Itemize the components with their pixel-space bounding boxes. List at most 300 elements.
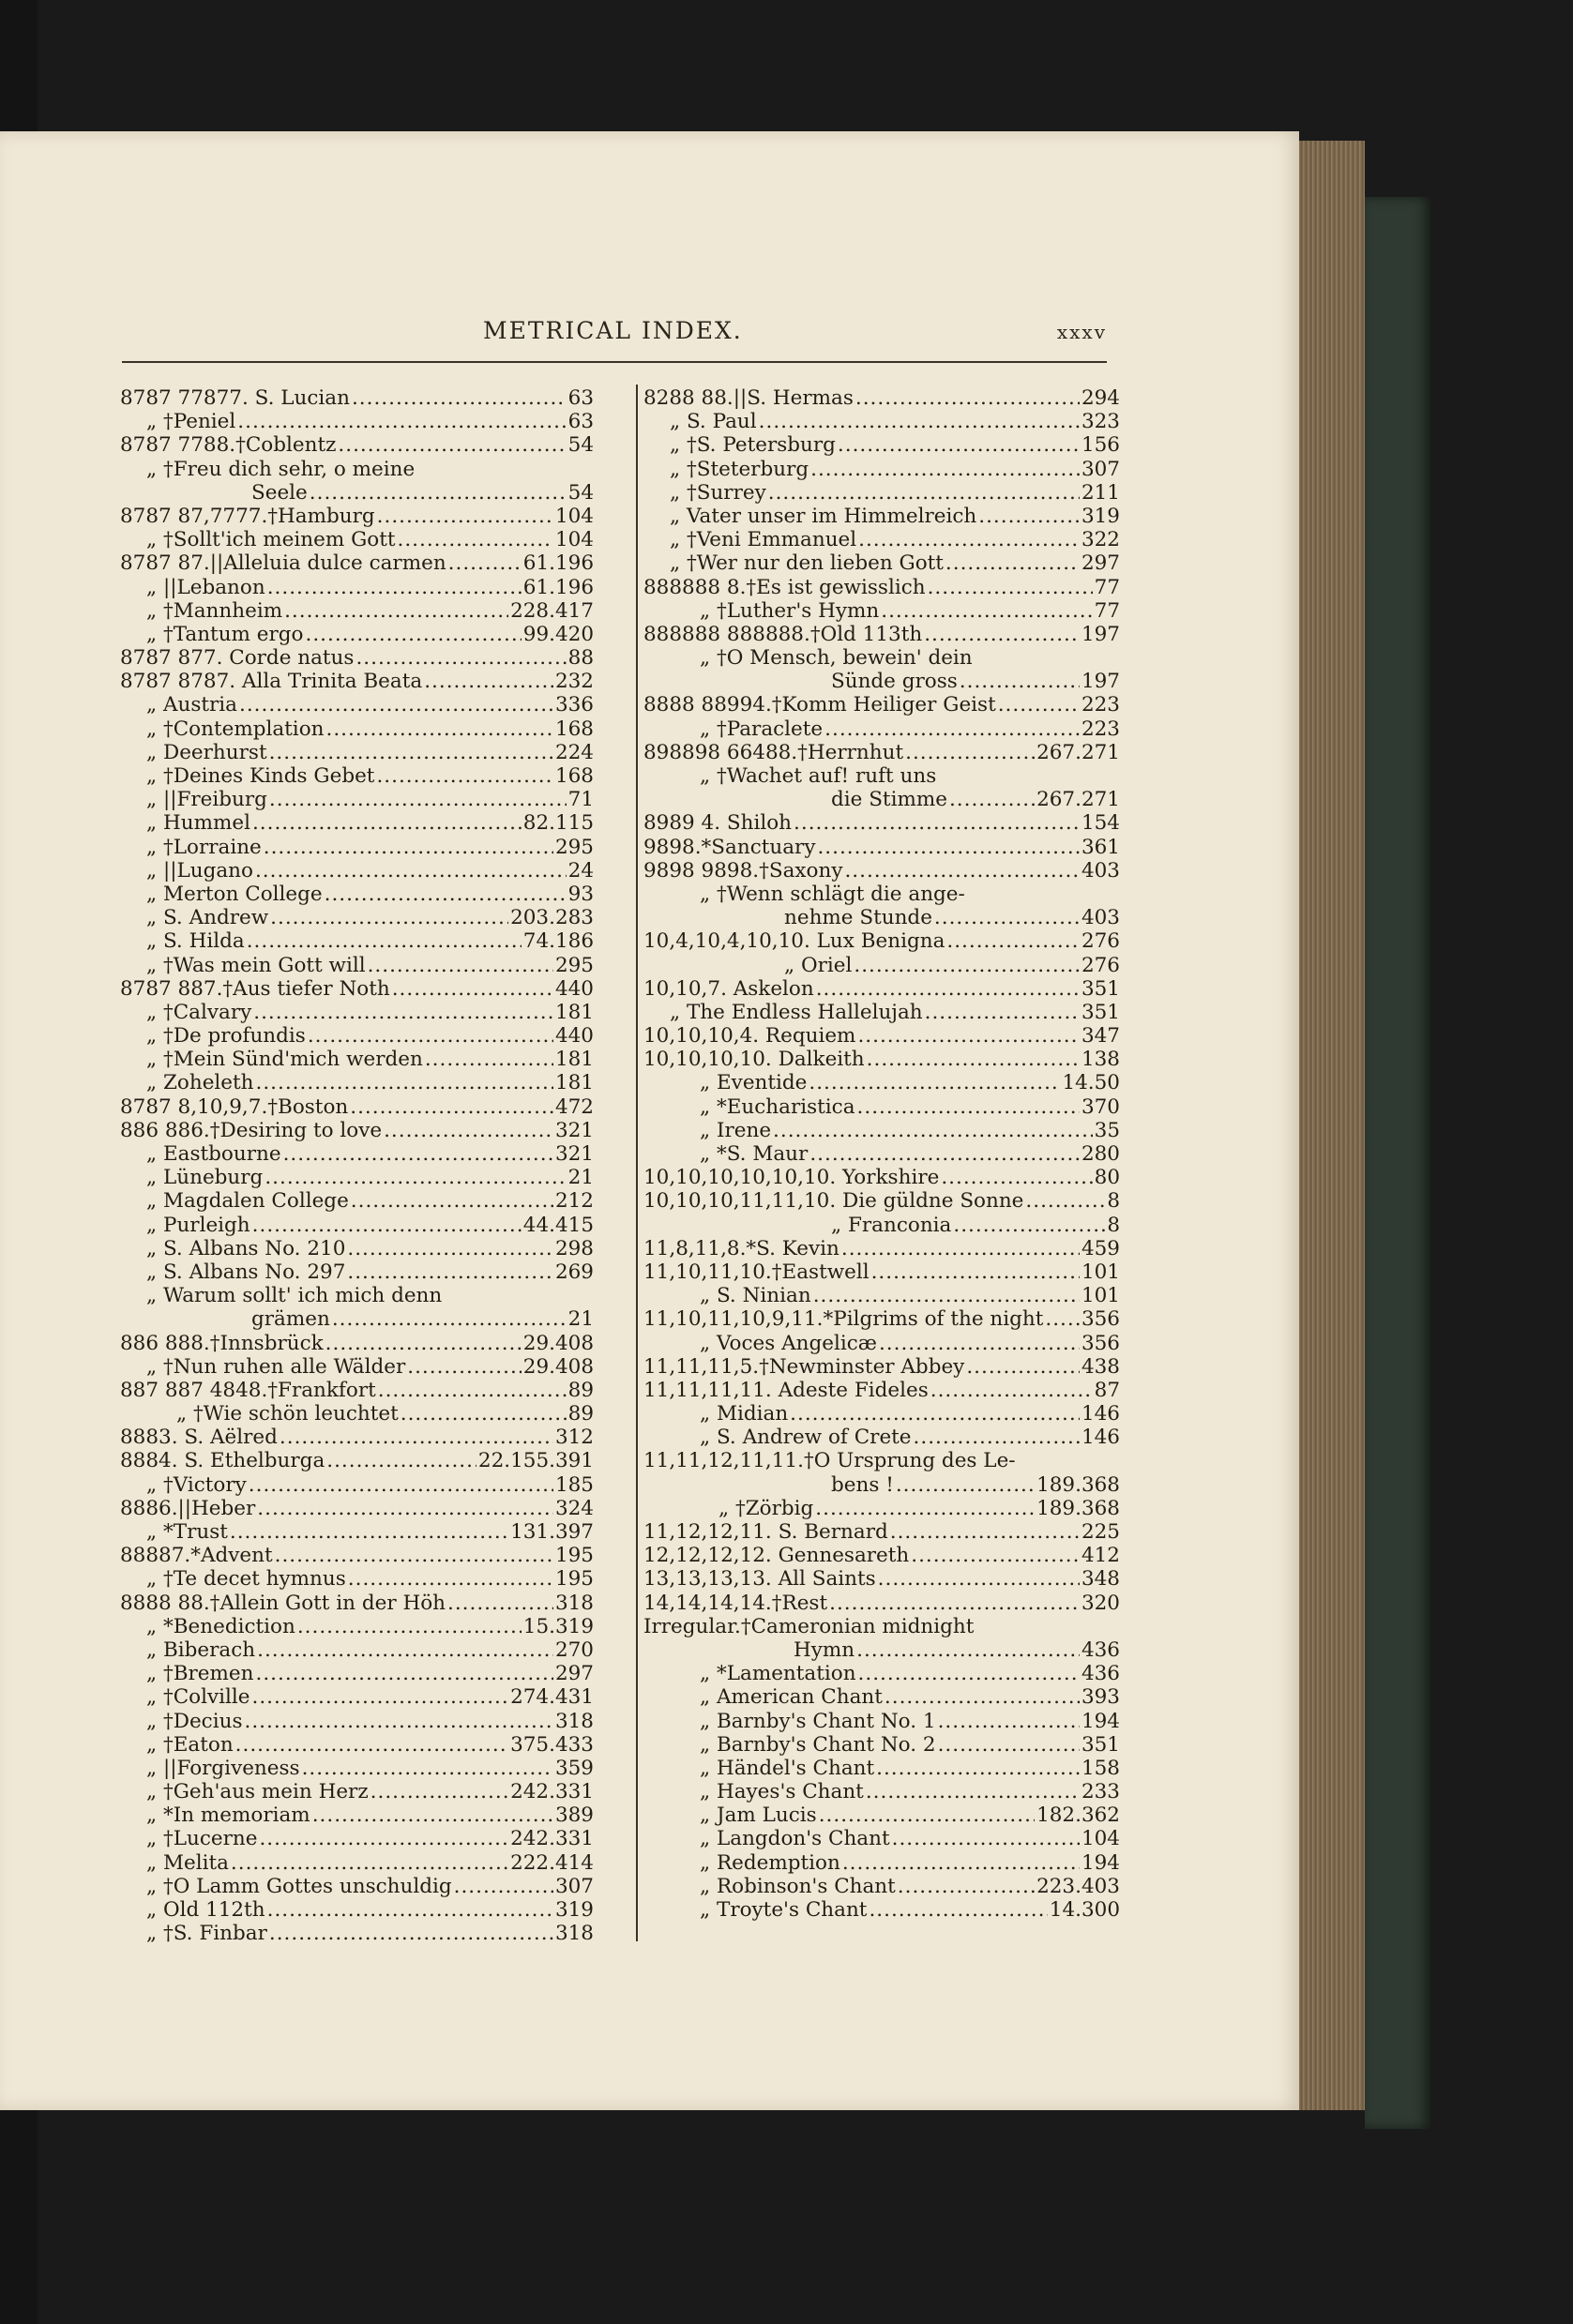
- entry-text: „ Eventide: [700, 1071, 808, 1095]
- index-entry: [120, 1592, 594, 1615]
- leader-dots: [325, 883, 567, 906]
- entry-text: „ Melita: [146, 1850, 229, 1875]
- entry-text: 11,11,12,11,11.†O Ursprung des Le-: [643, 1449, 1016, 1473]
- entry-page-ref: 74.186: [522, 929, 594, 954]
- entry-page-ref: 436: [1081, 1637, 1120, 1662]
- leader-dots: [378, 1379, 567, 1402]
- entry-page-ref: 232: [554, 670, 594, 694]
- entry-text: „ Robinson's Chant: [700, 1874, 896, 1898]
- leader-dots: [252, 1685, 509, 1709]
- entry-text: „ †Sollt'ich meinem Gott: [146, 528, 396, 552]
- index-entry: [120, 1024, 594, 1048]
- entry-page-ref: 242.331: [510, 1780, 594, 1804]
- entry-page-ref: 403: [1081, 858, 1120, 883]
- leader-dots: [854, 954, 1080, 977]
- entry-page-ref: 99.420: [522, 622, 594, 646]
- entry-page-ref: 212: [554, 1189, 594, 1214]
- entry-page-ref: 146: [1081, 1402, 1120, 1426]
- entry-text: 14,14,14,14.†Rest: [643, 1591, 828, 1615]
- index-entry: [643, 1592, 1120, 1615]
- entry-page-ref: 29.408: [522, 1331, 594, 1355]
- page-edges: [1299, 141, 1365, 2110]
- index-entry: [120, 836, 594, 859]
- entry-page-ref: 307: [554, 1874, 594, 1898]
- index-entry: [120, 1803, 594, 1827]
- running-head: [122, 317, 1107, 355]
- leader-dots: [310, 481, 567, 505]
- entry-text: 8787 77877. S. Lucian: [120, 386, 350, 410]
- index-entry: [120, 433, 594, 457]
- index-entry: [120, 764, 594, 788]
- entry-text: „ *Benediction: [146, 1614, 295, 1638]
- leader-dots: [815, 1497, 1035, 1520]
- leader-dots: [878, 1567, 1080, 1591]
- entry-page-ref: 298: [554, 1236, 594, 1260]
- entry-page-ref: 295: [554, 953, 594, 977]
- entry-page-ref: 228.417: [510, 598, 594, 623]
- index-entry: [643, 693, 1120, 717]
- index-entry: [120, 1473, 594, 1497]
- entry-text: 88887.*Advent: [120, 1544, 273, 1568]
- entry-page-ref: 168: [554, 764, 594, 788]
- index-entry: [643, 1402, 1120, 1426]
- leader-dots: [392, 977, 553, 1001]
- index-entry: [120, 1898, 594, 1922]
- index-entry: [643, 505, 1120, 528]
- entry-page-ref: 336: [554, 693, 594, 717]
- entry-page-ref: 351: [1081, 1000, 1120, 1024]
- index-entry: [120, 1780, 594, 1803]
- index-entry: [120, 1402, 594, 1426]
- index-entry: [643, 1827, 1120, 1850]
- leader-dots: [347, 1237, 553, 1260]
- entry-page-ref: 297: [1081, 551, 1120, 576]
- entry-text: „ Deerhurst: [146, 740, 267, 764]
- entry-page-ref: 276: [1081, 953, 1120, 977]
- leader-dots: [280, 1426, 553, 1449]
- index-column-left: [120, 386, 594, 1945]
- entry-page-ref: 195: [554, 1544, 594, 1568]
- entry-page-ref: 89: [567, 1378, 594, 1402]
- index-entry: [643, 1662, 1120, 1685]
- entry-text: „ Troyte's Chant: [700, 1898, 868, 1922]
- entry-text: „ †Freu dich sehr, o meine: [146, 457, 416, 481]
- leader-dots: [235, 1733, 508, 1757]
- leader-dots: [905, 741, 1035, 764]
- index-entry: [643, 717, 1120, 741]
- leader-dots: [352, 386, 567, 410]
- entry-page-ref: 181: [554, 1000, 594, 1024]
- leader-dots: [371, 1780, 508, 1803]
- entry-text: „ Austria: [146, 693, 237, 717]
- index-entry: [120, 906, 594, 929]
- entry-text: 13,13,13,13. All Saints: [643, 1567, 876, 1592]
- leader-dots: [857, 1024, 1080, 1048]
- entry-text: „ Irene: [700, 1118, 772, 1142]
- entry-text: „ ||Lebanon: [146, 575, 265, 599]
- leader-dots: [998, 693, 1080, 717]
- index-entry: [120, 1095, 594, 1119]
- entry-page-ref: 156: [1081, 433, 1120, 458]
- entry-text: „ †O Lamm Gottes unschuldig: [146, 1874, 452, 1898]
- entry-text: „ Voces Angelicæ: [700, 1331, 877, 1355]
- index-entry: [643, 599, 1120, 623]
- entry-page-ref: 412: [1081, 1544, 1120, 1568]
- entry-text: 11,11,11,11. Adeste Fideles: [643, 1378, 929, 1402]
- entry-text: „ †Deines Kinds Gebet: [146, 764, 375, 788]
- leader-dots: [966, 1355, 1080, 1379]
- index-entry: [643, 1803, 1120, 1827]
- entry-text: „ †Wachet auf! ruft uns: [700, 764, 937, 788]
- book-cover: [1365, 197, 1430, 2129]
- index-entry: [643, 410, 1120, 433]
- entry-page-ref: 8: [1107, 1189, 1120, 1214]
- leader-dots: [841, 1237, 1080, 1260]
- entry-page-ref: 312: [554, 1426, 594, 1450]
- entry-text: Seele: [251, 480, 308, 505]
- entry-text: „ Vater unser im Himmelreich: [670, 504, 977, 528]
- entry-text: „ †Veni Emmanuel: [670, 528, 857, 552]
- leader-dots: [252, 1214, 522, 1237]
- entry-text: 11,10,11,10,9,11.*Pilgrims of the night: [643, 1307, 1044, 1332]
- entry-text: 10,4,10,4,10,10. Lux Benigna: [643, 929, 945, 954]
- entry-page-ref: 77: [1094, 575, 1120, 599]
- leader-dots: [867, 1048, 1080, 1071]
- entry-text: „ Hummel: [146, 811, 250, 836]
- entry-text: „ †Calvary: [146, 1000, 252, 1024]
- entry-text: „ *Lamentation: [700, 1662, 856, 1686]
- entry-text: 10,10,10,10,10,10. Yorkshire: [643, 1166, 940, 1190]
- index-entry: [643, 811, 1120, 835]
- entry-page-ref: 318: [554, 1922, 594, 1946]
- index-column-right: [643, 386, 1120, 1922]
- leader-dots: [355, 646, 566, 670]
- entry-text: „ †S. Finbar: [146, 1922, 267, 1946]
- index-entry: [120, 551, 594, 575]
- index-entry: [643, 528, 1120, 551]
- index-entry: [120, 1567, 594, 1591]
- entry-page-ref: 154: [1081, 811, 1120, 836]
- index-entry: [643, 1567, 1120, 1591]
- entry-page-ref: 197: [1081, 622, 1120, 646]
- index-entry: [120, 1851, 594, 1875]
- leader-dots: [809, 1071, 1060, 1094]
- entry-page-ref: 348: [1081, 1567, 1120, 1592]
- entry-page-ref: 393: [1081, 1685, 1120, 1710]
- leader-dots: [397, 528, 552, 551]
- index-entry: [643, 764, 1120, 788]
- leader-dots: [259, 1827, 508, 1850]
- leader-dots: [898, 1875, 1035, 1898]
- entry-page-ref: 276: [1081, 929, 1120, 954]
- entry-text: 8787 887.†Aus tiefer Noth: [120, 976, 390, 1001]
- leader-dots: [267, 576, 522, 599]
- entry-text: „ S. Andrew of Crete: [700, 1426, 912, 1450]
- entry-page-ref: 101: [1081, 1284, 1120, 1308]
- entry-page-ref: 93: [567, 882, 594, 906]
- entry-text: „ S. Albans No. 297: [146, 1260, 346, 1284]
- entry-page-ref: 35: [1094, 1118, 1120, 1142]
- entry-page-ref: 347: [1081, 1024, 1120, 1049]
- entry-page-ref: 472: [554, 1094, 594, 1119]
- entry-page-ref: 71: [567, 788, 594, 812]
- entry-text: „ †Te decet hymnus: [146, 1567, 346, 1592]
- index-entry: [120, 977, 594, 1001]
- index-entry: [120, 623, 594, 646]
- index-entry: [643, 1071, 1120, 1094]
- entry-page-ref: 89: [567, 1402, 594, 1426]
- entry-page-ref: 359: [554, 1756, 594, 1780]
- entry-text: „ Jam Lucis: [700, 1803, 817, 1828]
- entry-text: „ †O Mensch, bewein' dein: [700, 646, 973, 671]
- entry-text: grämen: [251, 1307, 330, 1332]
- leader-dots: [844, 859, 1079, 883]
- entry-page-ref: 189.368: [1036, 1496, 1120, 1520]
- entry-text: „ Midian: [700, 1402, 789, 1426]
- entry-text: „ †Geh'aus mein Herz: [146, 1780, 369, 1804]
- index-entry: [120, 1307, 594, 1331]
- index-entry: [643, 1119, 1120, 1142]
- index-entry: [643, 1520, 1120, 1544]
- leader-dots: [252, 811, 522, 835]
- leader-dots: [824, 717, 1080, 741]
- entry-page-ref: 211: [1081, 480, 1120, 505]
- leader-dots: [930, 1379, 1093, 1402]
- entry-text: „ *Eucharistica: [700, 1094, 855, 1119]
- index-entry: [643, 1001, 1120, 1024]
- index-entry: [120, 883, 594, 906]
- entry-page-ref: 436: [1081, 1662, 1120, 1686]
- entry-text: „ Merton College: [146, 882, 323, 906]
- entry-text: „ ||Freiburg: [146, 788, 267, 812]
- index-entry: [120, 481, 594, 505]
- index-entry: [120, 1119, 594, 1142]
- entry-text: „ Magdalen College: [146, 1189, 349, 1214]
- leader-dots: [257, 1497, 553, 1520]
- index-entry: [120, 1497, 594, 1520]
- entry-page-ref: 104: [554, 528, 594, 552]
- entry-text: „ Eastbourne: [146, 1142, 281, 1166]
- entry-text: 8787 7788.†Coblentz: [120, 433, 337, 458]
- entry-page-ref: 389: [554, 1803, 594, 1828]
- index-entry: [643, 859, 1120, 883]
- index-entry: [643, 788, 1120, 811]
- leader-dots: [869, 1898, 1047, 1922]
- entry-text: „ Händel's Chant: [700, 1756, 875, 1780]
- index-entry: [643, 1898, 1120, 1922]
- entry-text: 12,12,12,12. Gennesareth: [643, 1544, 910, 1568]
- index-entry: [120, 1615, 594, 1638]
- entry-page-ref: 225: [1081, 1520, 1120, 1544]
- index-entry: [120, 1214, 594, 1237]
- entry-text: „ Barnby's Chant No. 2: [700, 1732, 936, 1757]
- entry-page-ref: 87: [1094, 1378, 1120, 1402]
- entry-text: 8787 8787. Alla Trinita Beata: [120, 670, 423, 694]
- entry-page-ref: 223: [1081, 717, 1120, 741]
- leader-dots: [810, 458, 1080, 481]
- entry-text: „ †Lorraine: [146, 835, 262, 859]
- entry-text: 8884. S. Ethelburga: [120, 1449, 325, 1473]
- leader-dots: [255, 1662, 552, 1685]
- index-entry: [643, 1166, 1120, 1189]
- leader-dots: [953, 1214, 1105, 1237]
- index-entry: [120, 646, 594, 670]
- leader-dots: [401, 1402, 567, 1426]
- entry-text: „ Oriel: [784, 953, 853, 977]
- index-entry: [120, 693, 594, 717]
- index-entry: [120, 1071, 594, 1094]
- entry-text: „ †Zörbig: [718, 1496, 814, 1520]
- entry-text: „ †Victory: [146, 1472, 247, 1497]
- index-entry: [643, 1710, 1120, 1733]
- entry-page-ref: 77: [1094, 598, 1120, 623]
- entry-page-ref: 356: [1081, 1331, 1120, 1355]
- entry-page-ref: 21: [567, 1307, 594, 1332]
- entry-page-ref: 80: [1094, 1166, 1120, 1190]
- index-entry: [120, 528, 594, 551]
- entry-page-ref: 322: [1081, 528, 1120, 552]
- index-entry: [643, 1757, 1120, 1780]
- leader-dots: [305, 623, 521, 646]
- index-entry: [643, 977, 1120, 1001]
- leader-dots: [938, 1733, 1080, 1757]
- index-entry: [643, 1426, 1120, 1449]
- index-entry: [120, 670, 594, 693]
- leader-dots: [855, 386, 1080, 410]
- entry-page-ref: 440: [554, 1024, 594, 1049]
- entry-page-ref: 274.431: [510, 1685, 594, 1710]
- entry-text: 8888 88994.†Komm Heiliger Geist: [643, 693, 996, 717]
- index-entry: [643, 1449, 1120, 1472]
- leader-dots: [264, 836, 553, 859]
- index-entry: [120, 1685, 594, 1709]
- index-entry: [120, 576, 594, 599]
- index-entry: [643, 1024, 1120, 1048]
- entry-text: 11,12,12,11. S. Bernard: [643, 1520, 888, 1544]
- entry-text: 8886.||Heber: [120, 1496, 256, 1520]
- entry-page-ref: 195: [554, 1567, 594, 1592]
- entry-text: nehme Stunde: [784, 906, 932, 930]
- entry-page-ref: 29.408: [522, 1354, 594, 1379]
- entry-page-ref: 182.362: [1036, 1803, 1120, 1828]
- entry-page-ref: 14.300: [1049, 1898, 1120, 1922]
- column-divider: [636, 385, 638, 1941]
- entry-text: 9898 9898.†Saxony: [643, 858, 843, 883]
- entry-text: 888888 888888.†Old 113th: [643, 622, 923, 646]
- entry-text: Sünde gross: [831, 670, 958, 694]
- index-entry: [643, 1307, 1120, 1331]
- index-entry: [120, 1048, 594, 1071]
- index-entry: [120, 1827, 594, 1850]
- entry-page-ref: 319: [554, 1898, 594, 1922]
- index-entry: [120, 741, 594, 764]
- entry-page-ref: 267.271: [1036, 740, 1120, 764]
- index-entry: [643, 670, 1120, 693]
- index-entry: [643, 1284, 1120, 1307]
- index-entry: [120, 1757, 594, 1780]
- leader-dots: [879, 1332, 1080, 1355]
- index-entry: [643, 836, 1120, 859]
- entry-text: 886 886.†Desiring to love: [120, 1118, 383, 1142]
- entry-text: 8787 8,10,9,7.†Boston: [120, 1094, 349, 1119]
- entry-text: 886 888.†Innsbrück: [120, 1331, 324, 1355]
- index-entry: [643, 906, 1120, 929]
- leader-dots: [892, 1827, 1080, 1850]
- entry-page-ref: 318: [554, 1709, 594, 1733]
- index-entry: [643, 1851, 1120, 1875]
- entry-page-ref: 233: [1081, 1780, 1120, 1804]
- leader-dots: [265, 1166, 566, 1189]
- entry-page-ref: 63: [567, 386, 594, 410]
- entry-text: Irregular.†Cameronian midnight: [643, 1614, 975, 1638]
- leader-dots: [231, 1851, 508, 1875]
- entry-page-ref: 22.155.391: [477, 1449, 594, 1473]
- entry-page-ref: 351: [1081, 976, 1120, 1001]
- leader-dots: [842, 1851, 1080, 1875]
- entry-page-ref: 194: [1081, 1709, 1120, 1733]
- leader-dots: [267, 1898, 553, 1922]
- entry-text: „ *S. Maur: [700, 1142, 809, 1166]
- leader-dots: [876, 1757, 1080, 1780]
- entry-page-ref: 351: [1081, 1732, 1120, 1757]
- leader-dots: [816, 977, 1080, 1001]
- entry-text: „ †Tantum ergo: [146, 622, 304, 646]
- index-entry: [120, 788, 594, 811]
- entry-text: „ Hayes's Chant: [700, 1780, 864, 1804]
- entry-text: „ †Luther's Hymn: [700, 598, 880, 623]
- entry-text: „ †Wie schön leuchtet: [176, 1402, 399, 1426]
- entry-text: 8989 4. Shiloh: [643, 811, 793, 836]
- leader-dots: [351, 1189, 553, 1213]
- entry-text: „ †Decius: [146, 1709, 243, 1733]
- index-entry: [120, 717, 594, 741]
- entry-text: 10,10,7. Askelon: [643, 976, 814, 1001]
- entry-text: 11,8,11,8.*S. Kevin: [643, 1236, 839, 1260]
- entry-page-ref: 54: [567, 433, 594, 458]
- entry-page-ref: 203.283: [510, 906, 594, 930]
- entry-text: „ Old 112th: [146, 1898, 265, 1922]
- index-entry: [643, 1355, 1120, 1379]
- leader-dots: [1025, 1189, 1105, 1213]
- entry-page-ref: 54: [567, 480, 594, 505]
- leader-dots: [247, 929, 522, 953]
- entry-text: 9898.*Sanctuary: [643, 835, 816, 859]
- entry-page-ref: 223.403: [1036, 1874, 1120, 1898]
- entry-text: 898898 66488.†Herrnhut: [643, 740, 904, 764]
- leader-dots: [790, 1402, 1080, 1426]
- entry-page-ref: 375.433: [510, 1732, 594, 1757]
- index-entry: [120, 1875, 594, 1898]
- leader-dots: [794, 811, 1080, 835]
- index-entry: [643, 576, 1120, 599]
- index-entry: [643, 954, 1120, 977]
- entry-page-ref: 224: [554, 740, 594, 764]
- entry-page-ref: 14.50: [1062, 1071, 1120, 1095]
- index-entry: [643, 481, 1120, 505]
- entry-text: 887 887 4848.†Frankfort: [120, 1378, 376, 1402]
- entry-page-ref: 270: [554, 1637, 594, 1662]
- entry-page-ref: 323: [1081, 410, 1120, 434]
- index-entry: [643, 1332, 1120, 1355]
- leader-dots: [881, 599, 1092, 623]
- header-rule: [122, 361, 1107, 363]
- entry-page-ref: 222.414: [510, 1850, 594, 1875]
- leader-dots: [819, 1803, 1035, 1827]
- entry-page-ref: 321: [554, 1118, 594, 1142]
- leader-dots: [269, 1922, 553, 1945]
- entry-page-ref: 63: [567, 410, 594, 434]
- entry-page-ref: 104: [1081, 1827, 1120, 1851]
